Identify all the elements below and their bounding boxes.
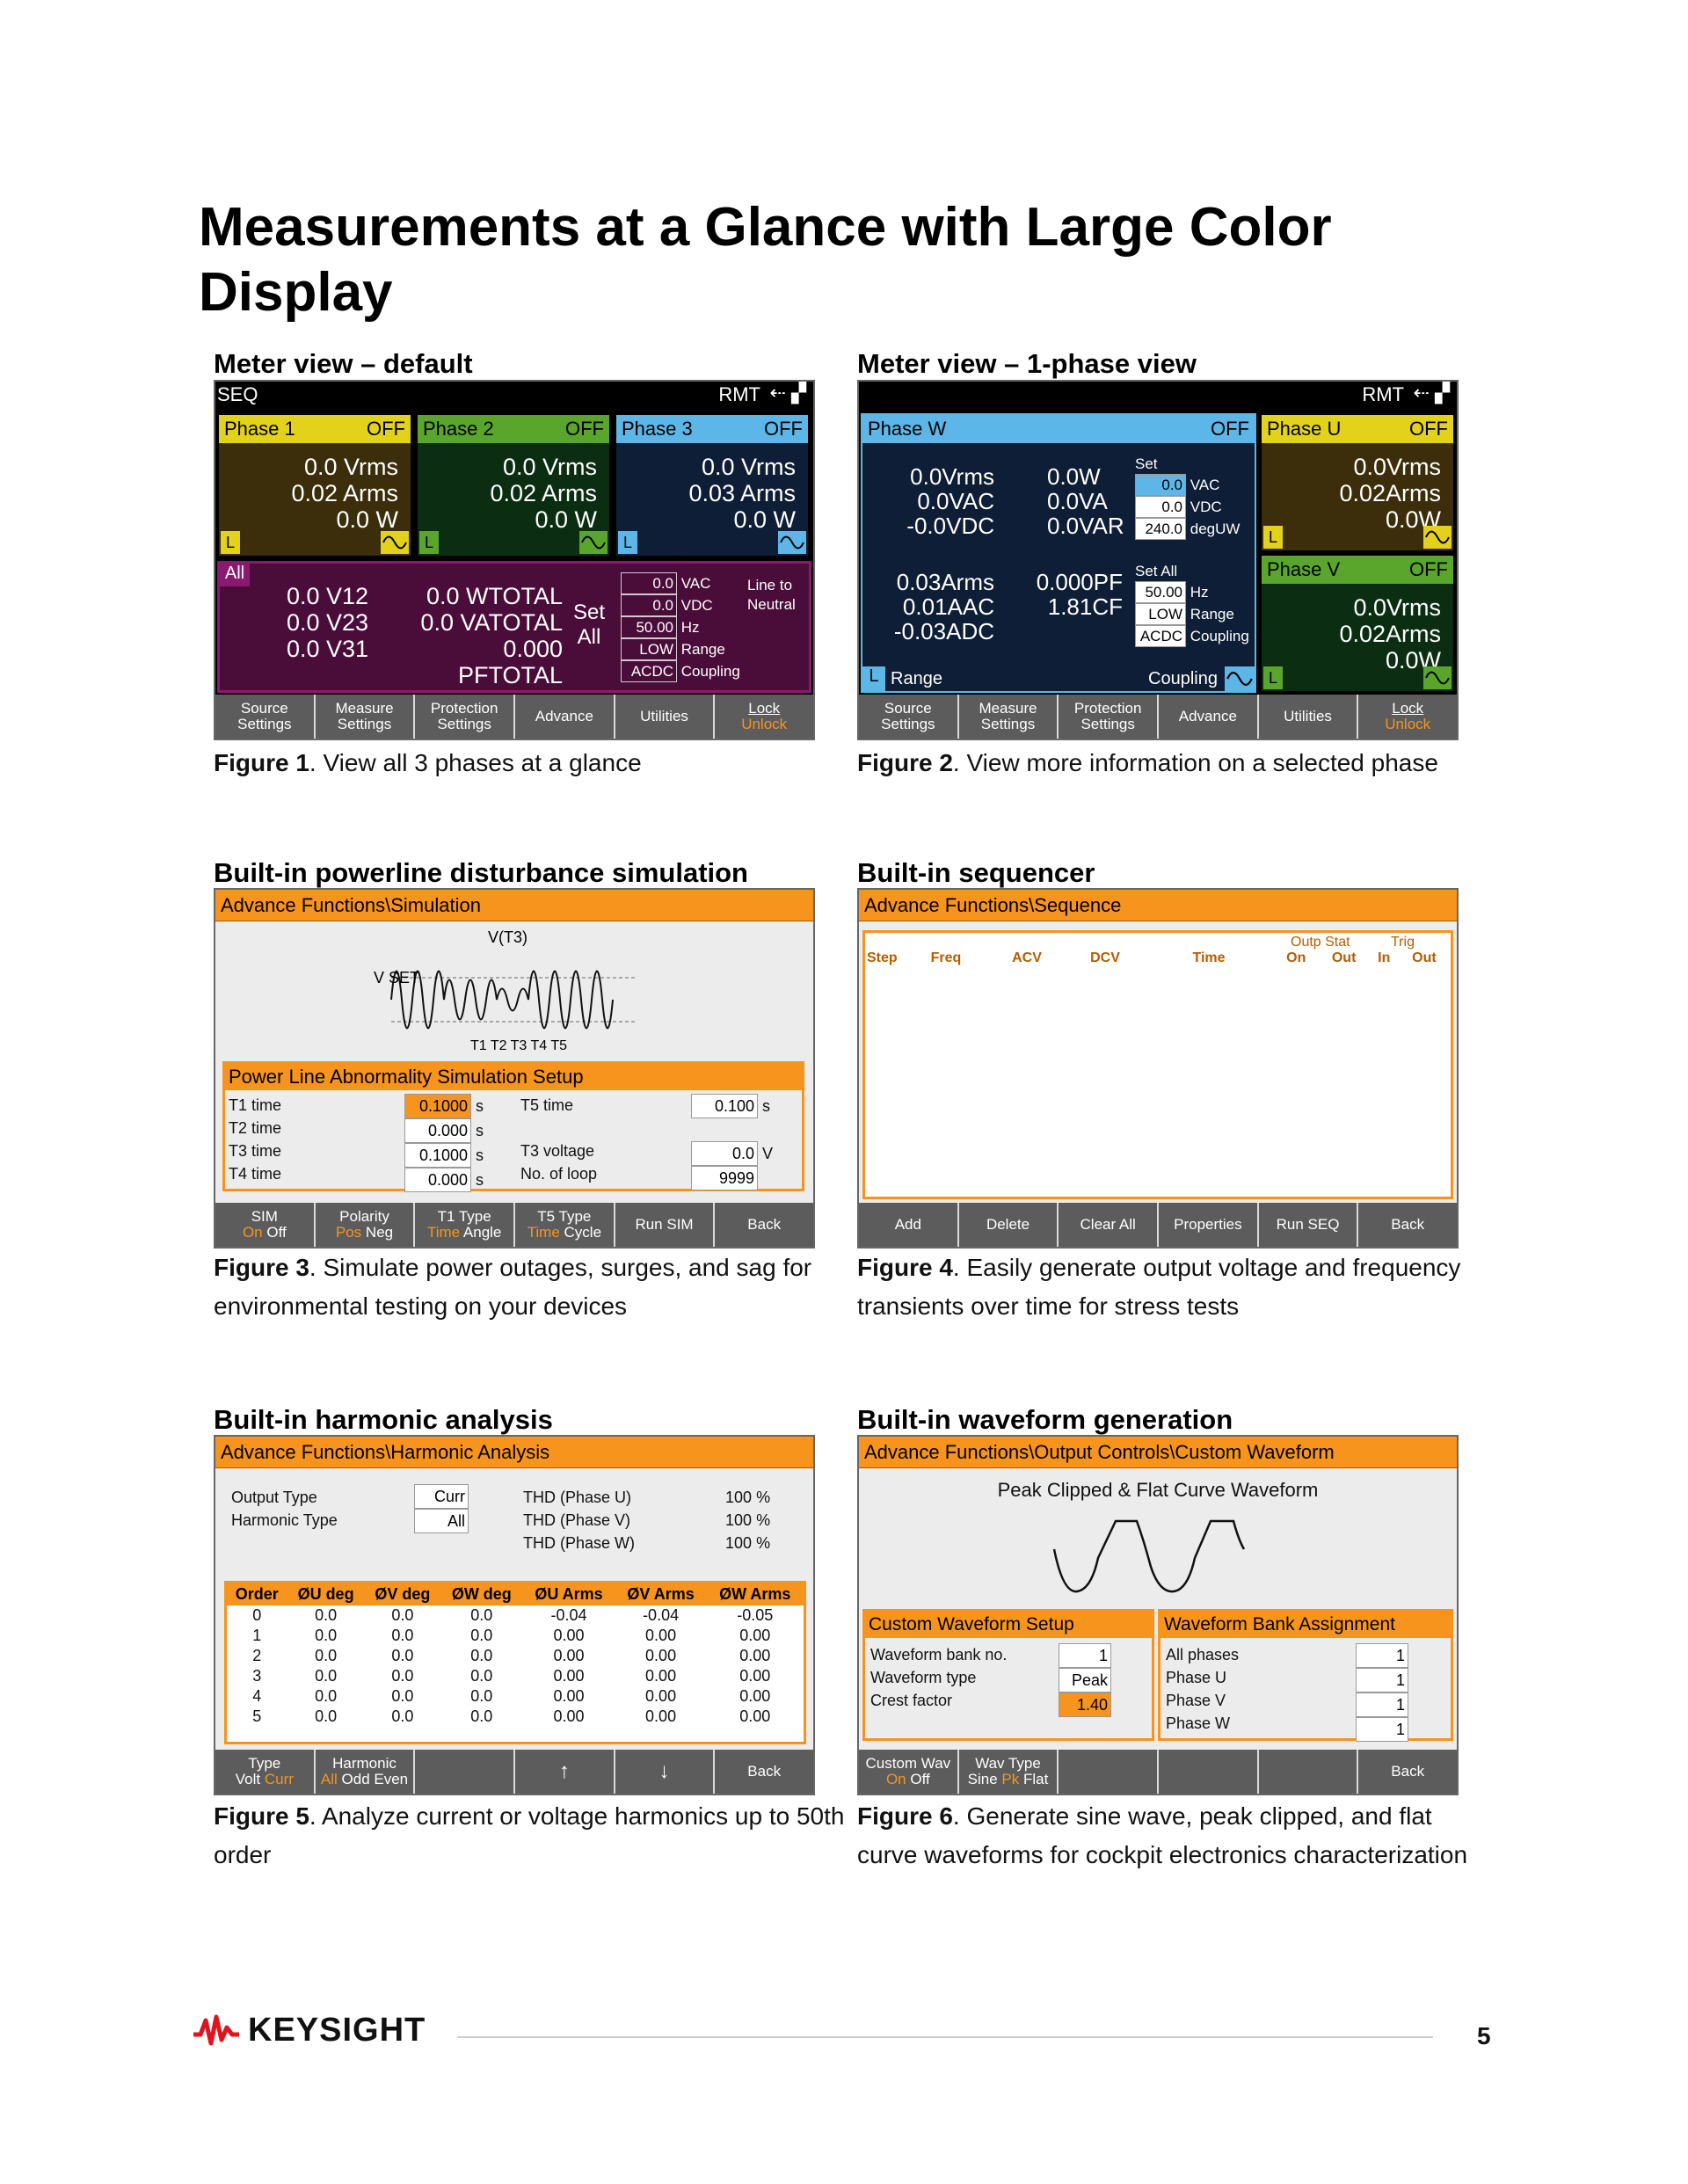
figure-6-caption: Figure 6. Generate sine wave, peak clipped, and flat curve waveforms for cockpit electronics characterization xyxy=(857,1802,1468,1868)
softkey-protection-settings[interactable]: Protection Settings xyxy=(1059,695,1157,739)
phase-v-state: OFF xyxy=(1409,558,1448,580)
phase-v-power: 0.0W xyxy=(1385,647,1441,673)
w-adc: -0.03ADC xyxy=(893,618,994,644)
simulation-setup-panel: Power Line Abnormality Simulation Setup T1 time T2 time T3 time T4 time 0.1000 s 0.000 s 0.1000 s 0.000 s T5 time T3 voltage No. of loop 0.100 s 0.0 V 9999 xyxy=(222,1061,804,1191)
thd-w-label: THD (Phase W) xyxy=(523,1534,636,1552)
softkey-polarity[interactable]: Polarity Pos Neg xyxy=(316,1203,414,1247)
figure-2-caption: Figure 2. View more information on a selected phase xyxy=(857,749,1438,776)
phase-1-label: Phase 1 xyxy=(224,418,295,440)
softkey-lock[interactable]: Lock Unlock xyxy=(1358,695,1457,739)
softkey-source-settings[interactable]: Source Settings xyxy=(215,695,314,739)
thd-v-value: 100 xyxy=(725,1511,753,1529)
table-cell: 0 xyxy=(252,1606,262,1624)
table-cell: 0.00 xyxy=(739,1687,771,1705)
all-tag: All xyxy=(220,564,250,586)
figure-1-caption: Figure 1. View all 3 phases at a glance xyxy=(214,749,642,776)
col-header: ØV Arms xyxy=(627,1585,695,1603)
section-heading-waveform: Built-in waveform generation xyxy=(857,1404,1233,1435)
rmt-indicator: RMT xyxy=(718,383,760,405)
softkey-utilities[interactable]: Utilities xyxy=(1259,695,1357,739)
table-row xyxy=(227,1666,804,1686)
section-heading-harmonic: Built-in harmonic analysis xyxy=(214,1404,553,1435)
sine-icon xyxy=(778,531,806,554)
softkey-run-seq[interactable]: Run SEQ xyxy=(1259,1203,1357,1247)
table-cell: 0.0 xyxy=(391,1647,414,1664)
phase-u-state: OFF xyxy=(1409,418,1448,440)
col-trig-out: Out xyxy=(1412,950,1437,965)
table-cell: 0.00 xyxy=(739,1707,771,1725)
usb-lan-icon: ⇠ ▞ xyxy=(769,382,806,404)
phase-3-current: 0.03 Arms xyxy=(688,480,796,506)
bank-all-label: All phases xyxy=(1166,1646,1240,1663)
phase-w-L: L xyxy=(862,666,885,691)
page-number: 5 xyxy=(1477,2022,1491,2049)
table-cell: 0.0 xyxy=(315,1647,338,1664)
softkey-bar xyxy=(215,1203,813,1247)
waveform-type-select[interactable]: Peak xyxy=(1059,1668,1111,1693)
outp-stat-header: Outp Stat xyxy=(1291,935,1350,950)
phase-u-power: 0.0W xyxy=(1385,506,1441,533)
trig-header: Trig xyxy=(1391,935,1415,950)
phase-w-panel[interactable]: Phase W OFF 0.0Vrms 0.0VAC -0.0VDC 0.0W 0.0VA 0.0VAR Set 0.0 VAC 0.0 VDC 240.0 degUW 0.03Arms 0.01AAC -0.03ADC 0.000PF 1.81CF Set All 50.00 Hz LOW Range ACDC Coupling L Range Coupling xyxy=(861,413,1256,693)
col-header: ØU Arms xyxy=(535,1585,603,1603)
section-heading-sequencer: Built-in sequencer xyxy=(857,857,1095,888)
table-cell: 0.0 xyxy=(470,1707,493,1725)
bank-u-input[interactable]: 1 xyxy=(1356,1668,1408,1693)
bank-no-label: Waveform bank no. xyxy=(870,1646,1008,1663)
all-phases-panel[interactable] xyxy=(217,561,811,693)
table-row xyxy=(227,1626,804,1646)
section-heading-meter-default: Meter view – default xyxy=(214,348,473,379)
coupling-input[interactable]: ACDC xyxy=(1135,625,1186,647)
softkey-sim[interactable]: SIM On Off xyxy=(215,1203,314,1247)
softkey-clear-all[interactable]: Clear All xyxy=(1059,1203,1157,1247)
set-vac-input[interactable]: 0.0 xyxy=(1135,474,1186,496)
softkey-empty xyxy=(415,1750,513,1794)
softkey-back[interactable]: Back xyxy=(1358,1203,1457,1247)
set-label: Set xyxy=(1135,455,1158,472)
screen-path: Advance Functions\Simulation xyxy=(215,890,813,921)
phase-u-voltage: 0.0Vrms xyxy=(1353,454,1441,480)
w-aac: 0.01AAC xyxy=(902,593,994,620)
softkey-up[interactable]: ↑ xyxy=(515,1750,614,1794)
w-pf: 0.000PF xyxy=(1036,569,1123,595)
t2-label: T2 time xyxy=(229,1119,282,1137)
section-heading-simulation: Built-in powerline disturbance simulation xyxy=(214,857,748,888)
thd-w-value: 100 xyxy=(725,1534,753,1552)
table-cell: 0.00 xyxy=(553,1667,585,1685)
table-cell: 0.00 xyxy=(739,1667,771,1685)
t1-label: T1 time xyxy=(229,1096,282,1114)
softkey-bar xyxy=(859,1750,1457,1794)
crest-factor-label: Crest factor xyxy=(870,1692,953,1709)
w-va: 0.0VA xyxy=(1047,488,1108,514)
bank-w-label: Phase W xyxy=(1166,1714,1231,1732)
softkey-back[interactable]: Back xyxy=(715,1203,813,1247)
range-input[interactable]: LOW xyxy=(621,638,677,660)
coupling-unit: Coupling xyxy=(680,663,740,680)
softkey-down[interactable]: ↓ xyxy=(615,1750,714,1794)
phase-1-power: 0.0 W xyxy=(336,506,398,533)
table-cell: 0.0 xyxy=(315,1667,338,1685)
softkey-custom-wav[interactable]: Custom Wav On Off xyxy=(859,1750,957,1794)
phase-v-L: L xyxy=(1263,666,1283,689)
waveform-type-label: Waveform type xyxy=(870,1669,977,1686)
col-out: Out xyxy=(1331,950,1357,965)
table-cell: 0.0 xyxy=(470,1606,493,1624)
hz-input[interactable]: 50.00 xyxy=(1135,581,1186,603)
screen-path: Advance Functions\Output Controls\Custom Waveform xyxy=(859,1437,1457,1468)
table-cell: 0.00 xyxy=(645,1667,677,1685)
w-watts: 0.0W xyxy=(1047,463,1101,490)
softkey-t5-type[interactable]: T5 Type Time Cycle xyxy=(515,1203,614,1247)
vdc-unit: VDC xyxy=(680,597,713,614)
table-cell: 4 xyxy=(252,1687,262,1705)
bank-no-input[interactable]: 1 xyxy=(1059,1643,1111,1668)
setup-title: Custom Waveform Setup xyxy=(865,1612,1152,1638)
simulation-screen xyxy=(214,888,815,1249)
softkey-source-settings[interactable]: Source Settings xyxy=(859,695,957,739)
custom-waveform-screen xyxy=(857,1435,1459,1795)
table-cell: 0.00 xyxy=(553,1707,585,1725)
table-cell: -0.04 xyxy=(550,1606,587,1624)
table-cell: 0.0 xyxy=(315,1627,338,1644)
col-trig-in: In xyxy=(1378,950,1391,965)
pf-total: 0.000 PFTOTAL xyxy=(457,636,563,688)
phase-2-voltage: 0.0 Vrms xyxy=(502,454,597,480)
table-cell: 0.0 xyxy=(315,1707,338,1725)
bank-v-input[interactable]: 1 xyxy=(1356,1693,1408,1717)
table-cell: 5 xyxy=(252,1707,262,1725)
phase-1-current: 0.02 Arms xyxy=(291,480,398,506)
softkey-type[interactable]: Type Volt Curr xyxy=(215,1750,314,1794)
phase-1-state: OFF xyxy=(367,418,405,440)
vac-unit: VAC xyxy=(680,575,711,592)
phase-3-panel[interactable] xyxy=(615,413,810,557)
bank-title: Waveform Bank Assignment xyxy=(1160,1612,1451,1638)
phase-3-L: L xyxy=(618,531,637,554)
w-vac: 0.0VAC xyxy=(917,488,994,514)
phase-2-state: OFF xyxy=(565,418,604,440)
table-cell: 0.0 xyxy=(470,1647,493,1664)
waveform-bank-panel xyxy=(1158,1609,1453,1741)
t5-input[interactable]: 0.100 xyxy=(691,1094,758,1118)
softkey-bar xyxy=(859,695,1457,739)
set-deg-input[interactable]: 240.0 xyxy=(1135,518,1186,540)
table-cell: 1 xyxy=(252,1627,262,1644)
seq-indicator: SEQ xyxy=(217,383,258,405)
col-step: Step xyxy=(867,950,898,965)
table-cell: 0.0 xyxy=(470,1667,493,1685)
keysight-logo xyxy=(192,2012,426,2049)
phase-3-power: 0.0 W xyxy=(733,506,796,533)
loop-input[interactable]: 9999 xyxy=(691,1166,758,1190)
disturbance-waveform-diagram xyxy=(374,925,655,1057)
softkey-t1-type[interactable]: T1 Type Time Angle xyxy=(415,1203,513,1247)
t5-label: T5 time xyxy=(520,1096,574,1114)
w-vdc: -0.0VDC xyxy=(906,513,994,539)
softkey-empty xyxy=(1259,1750,1357,1794)
table-cell: 0.00 xyxy=(645,1707,677,1725)
table-row xyxy=(227,1605,804,1626)
col-header: ØW deg xyxy=(451,1585,512,1603)
v12-value: 0.0 V12 xyxy=(287,583,369,609)
setup-title: Power Line Abnormality Simulation Setup xyxy=(225,1064,802,1090)
range-input[interactable]: LOW xyxy=(1135,603,1186,625)
col-time: Time xyxy=(1192,950,1226,965)
meter-default-screen xyxy=(214,380,815,740)
phase-u-panel[interactable] xyxy=(1260,413,1455,552)
rmt-indicator: RMT xyxy=(1362,383,1404,405)
sine-icon xyxy=(1423,526,1452,549)
sequence-table xyxy=(867,950,1451,966)
phase-v-voltage: 0.0Vrms xyxy=(1353,594,1441,621)
w-var: 0.0VAR xyxy=(1047,513,1124,539)
footer-rule xyxy=(457,2036,1433,2038)
table-cell: 0.0 xyxy=(391,1667,414,1685)
softkey-back[interactable]: Back xyxy=(1358,1750,1457,1794)
table-cell: 0.0 xyxy=(391,1627,414,1644)
vset-label: V SET xyxy=(374,969,420,986)
section-heading-meter-1phase: Meter view – 1-phase view xyxy=(857,348,1197,379)
softkey-back[interactable]: Back xyxy=(715,1750,813,1794)
table-cell: 0.0 xyxy=(391,1687,414,1705)
table-cell: 3 xyxy=(252,1667,262,1685)
table-cell: 0.00 xyxy=(739,1627,771,1644)
harmonic-screen: Advance Functions\Harmonic Analysis Output Type Harmonic Type Curr All THD (Phase U) THD (Phase V) THD (Phase W) 100 % 100 % 100 % Order ØU deg ØV deg ØW deg ØU Arms ØV Arms ØW Arms 0 0.0 0.0 0.0 -0.04 -0.04 -0.05 1 0.0 0.0 0.0 0.00 0.00 0.00 2 0.0 0.0 0.0 0.00 0.00 0.00 3 0.0 0.0 0.0 0.00 0.00 0.00 4 0.0 0.0 0.0 0.00 0.00 0.00 5 0.0 0.0 0.0 0.00 0.00 0.00 Type Volt Curr Harmonic All Odd Even ↑ ↓ Back xyxy=(214,1435,815,1795)
softkey-measure-settings[interactable]: Measure Settings xyxy=(959,695,1058,739)
sequencer-screen xyxy=(857,888,1459,1249)
table-cell: 0.00 xyxy=(553,1647,585,1664)
phase-v-current: 0.02Arms xyxy=(1339,621,1441,647)
table-cell: -0.04 xyxy=(643,1606,680,1624)
softkey-run-sim[interactable]: Run SIM xyxy=(615,1203,714,1247)
phase-1-voltage: 0.0 Vrms xyxy=(303,454,398,480)
t2-input[interactable]: 0.000 xyxy=(404,1118,471,1143)
set-all-label: Set All xyxy=(1135,563,1178,579)
bank-all-input[interactable]: 1 xyxy=(1356,1643,1408,1668)
col-header: Order xyxy=(235,1585,279,1603)
phase-2-L: L xyxy=(419,531,439,554)
hz-unit: Hz xyxy=(680,619,700,636)
w-cf: 1.81CF xyxy=(1047,593,1123,620)
softkey-harmonic[interactable]: Harmonic All Odd Even xyxy=(316,1750,414,1794)
screen-path: Advance Functions\Sequence xyxy=(859,890,1457,921)
col-freq: Freq xyxy=(930,950,962,965)
softkey-delete[interactable]: Delete xyxy=(959,1203,1058,1247)
sine-icon xyxy=(1225,666,1255,691)
set-label: Set xyxy=(573,601,606,624)
harmonic-type-select[interactable]: All xyxy=(414,1509,469,1533)
phase-w-label: Phase W xyxy=(868,418,947,440)
table-cell: 0.00 xyxy=(645,1647,677,1664)
meter-1phase-screen xyxy=(857,380,1459,740)
crest-factor-input[interactable]: 1.40 xyxy=(1059,1693,1111,1717)
peak-clipped-waveform xyxy=(1045,1514,1274,1602)
table-cell: 0.00 xyxy=(553,1687,585,1705)
va-total: 0.0 VATOTAL xyxy=(420,609,563,636)
softkey-properties[interactable]: Properties xyxy=(1159,1203,1257,1247)
thd-u-label: THD (Phase U) xyxy=(523,1489,632,1506)
softkey-empty xyxy=(1159,1750,1257,1794)
softkey-bar xyxy=(215,1750,813,1794)
table-cell: 0.0 xyxy=(315,1606,338,1624)
coupling-label: Coupling xyxy=(1148,669,1218,688)
range-unit: Range xyxy=(680,641,725,658)
table-cell: 0.00 xyxy=(645,1627,677,1644)
t-labels: T1 T2 T3 T4 T5 xyxy=(470,1038,567,1053)
table-row xyxy=(227,1646,804,1666)
thd-v-label: THD (Phase V) xyxy=(523,1511,631,1529)
table-cell: 0.0 xyxy=(470,1627,493,1644)
table-row xyxy=(227,1707,804,1727)
figure-3-caption: Figure 3. Simulate power outages, surges, and sag for environmental testing on your devices xyxy=(214,1254,812,1320)
table-cell: 2 xyxy=(252,1647,262,1664)
harmonic-type-label: Harmonic Type xyxy=(231,1511,338,1529)
t4-input[interactable]: 0.000 xyxy=(404,1168,471,1192)
phase-v-label: Phase V xyxy=(1267,558,1341,580)
coupling-input[interactable]: ACDC xyxy=(621,660,677,682)
neutral-label: Neutral xyxy=(747,596,796,613)
phase-2-label: Phase 2 xyxy=(423,418,494,440)
phase-2-panel[interactable] xyxy=(416,413,611,557)
table-cell: 0.0 xyxy=(391,1707,414,1725)
softkey-add[interactable]: Add xyxy=(859,1203,957,1247)
col-acv: ACV xyxy=(1012,950,1042,965)
col-header: ØV deg xyxy=(375,1585,431,1603)
col-on: On xyxy=(1286,950,1306,965)
phase-1-L: L xyxy=(221,531,240,554)
softkey-wav-type[interactable]: Wav Type Sine Pk Flat xyxy=(959,1750,1058,1794)
custom-waveform-setup-panel xyxy=(862,1609,1154,1741)
status-bar xyxy=(859,382,1457,410)
w-arms: 0.03Arms xyxy=(896,569,994,595)
sequence-table-panel xyxy=(862,930,1453,1199)
t3-voltage-input[interactable]: 0.0 xyxy=(691,1141,758,1166)
vt3-label: V(T3) xyxy=(488,928,528,946)
col-header: ØW Arms xyxy=(719,1585,791,1603)
hz-input[interactable]: 50.00 xyxy=(621,616,677,638)
status-bar xyxy=(215,382,813,410)
phase-u-label: Phase U xyxy=(1267,418,1342,440)
figure-5-caption: Figure 5. Analyze current or voltage harmonics up to 50th order xyxy=(214,1802,845,1868)
t3-label: T3 time xyxy=(229,1142,282,1160)
softkey-protection-settings[interactable]: Protection Settings xyxy=(415,695,513,739)
v23-value: 0.0 V23 xyxy=(287,609,369,636)
bank-v-label: Phase V xyxy=(1166,1692,1226,1709)
table-row xyxy=(227,1686,804,1707)
phase-3-label: Phase 3 xyxy=(622,418,693,440)
phase-1-panel[interactable] xyxy=(217,413,412,557)
t4-label: T4 time xyxy=(229,1165,282,1183)
col-dcv: DCV xyxy=(1090,950,1120,965)
table-cell: 0.00 xyxy=(645,1687,677,1705)
vac-input[interactable]: 0.0 xyxy=(621,572,677,594)
softkey-utilities[interactable]: Utilities xyxy=(615,695,714,739)
harmonic-table xyxy=(227,1583,804,1727)
bank-w-input[interactable]: 1 xyxy=(1356,1717,1408,1742)
v31-value: 0.0 V31 xyxy=(287,636,369,662)
set-vdc-input[interactable]: 0.0 xyxy=(1135,496,1186,518)
page-title: Measurements at a Glance with Large Color Display xyxy=(199,197,1332,323)
phase-w-state: OFF xyxy=(1211,418,1249,440)
thd-u-value: 100 xyxy=(725,1489,753,1506)
t3-input[interactable]: 0.1000 xyxy=(404,1143,471,1168)
table-cell: -0.05 xyxy=(737,1606,774,1624)
phase-u-L: L xyxy=(1263,526,1283,549)
t3-voltage-label: T3 voltage xyxy=(520,1142,595,1160)
output-type-select[interactable]: Curr xyxy=(414,1484,469,1509)
softkey-advance[interactable]: Advance xyxy=(515,695,614,739)
phase-u-current: 0.02Arms xyxy=(1339,480,1441,506)
brand-name: KEYSIGHT xyxy=(248,2012,426,2049)
softkey-lock[interactable]: Lock Unlock xyxy=(715,695,813,739)
table-cell: 0.00 xyxy=(739,1647,771,1664)
softkey-advance[interactable]: Advance xyxy=(1159,695,1257,739)
set-all-label: All xyxy=(577,625,601,649)
line-to-label: Line to xyxy=(747,577,793,593)
sine-icon xyxy=(1423,666,1452,689)
phase-3-state: OFF xyxy=(764,418,803,440)
sine-icon xyxy=(381,531,409,554)
softkey-empty xyxy=(1059,1750,1157,1794)
w-total: 0.0 WTOTAL xyxy=(426,583,563,609)
phase-3-voltage: 0.0 Vrms xyxy=(701,454,796,480)
table-cell: 0.0 xyxy=(470,1687,493,1705)
figure-4-caption: Figure 4. Easily generate output voltage and frequency transients over time for stress tests xyxy=(857,1254,1461,1320)
w-vrms: 0.0Vrms xyxy=(910,463,994,490)
output-type-label: Output Type xyxy=(231,1489,317,1506)
softkey-bar xyxy=(859,1203,1457,1247)
table-cell: 0.00 xyxy=(553,1627,585,1644)
softkey-bar xyxy=(215,695,813,739)
table-cell: 0.0 xyxy=(391,1606,414,1624)
col-header: ØU deg xyxy=(297,1585,354,1603)
loop-label: No. of loop xyxy=(520,1165,598,1183)
harmonic-table-panel xyxy=(224,1581,806,1744)
range-label: Range xyxy=(891,669,942,688)
phase-2-power: 0.0 W xyxy=(535,506,597,533)
phase-2-current: 0.02 Arms xyxy=(490,480,597,506)
vdc-input[interactable]: 0.0 xyxy=(621,594,677,616)
phase-v-panel[interactable] xyxy=(1260,554,1455,693)
sine-icon xyxy=(579,531,608,554)
usb-lan-icon: ⇠ ▞ xyxy=(1413,382,1450,404)
keysight-wave-icon xyxy=(192,2013,241,2049)
table-cell: 0.0 xyxy=(315,1687,338,1705)
t1-input[interactable]: 0.1000 xyxy=(404,1094,471,1118)
screen-path: Advance Functions\Harmonic Analysis xyxy=(215,1437,813,1468)
bank-u-label: Phase U xyxy=(1166,1669,1227,1686)
softkey-measure-settings[interactable]: Measure Settings xyxy=(316,695,414,739)
waveform-title: Peak Clipped & Flat Curve Waveform xyxy=(997,1479,1319,1501)
